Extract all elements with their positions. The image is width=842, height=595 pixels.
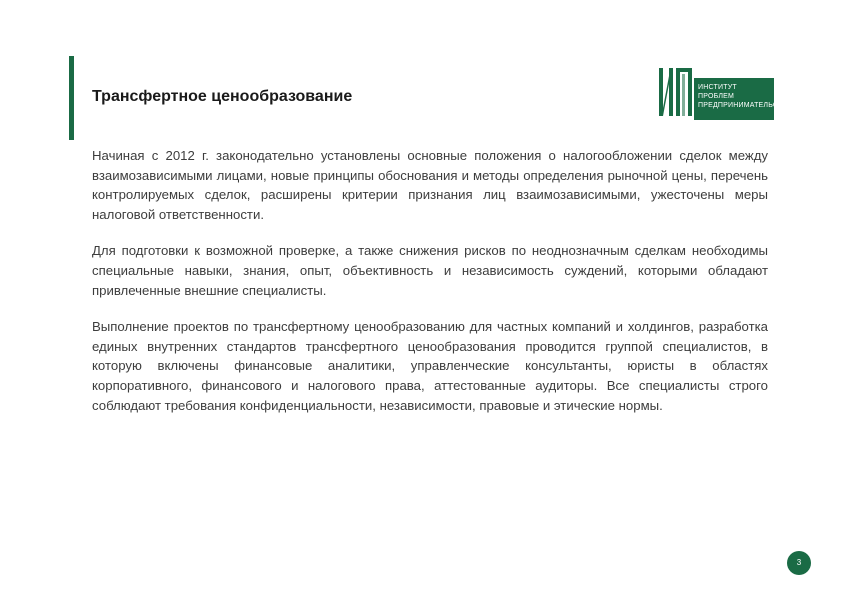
title-accent-bar <box>69 56 74 140</box>
paragraph-legislation: Начиная с 2012 г. законодательно установлены основные положения о налогообложении сделок между взаимозависимыми лицами, новые принципы обоснования и методы определения рыночной цены, перечень контролируемых сделок, расширены критерии признания лиц взаимозависимыми, ужесточены меры налоговой ответственности. <box>92 148 768 222</box>
paragraph-preparation: Для подготовки к возможной проверке, а также снижения рисков по неоднозначным сделкам необходимы специальные навыки, знания, опыт, объективность и независимость суждений, которыми обладают привлеченные внешние специалисты. <box>92 243 768 298</box>
logo-line-1: ИНСТИТУТ <box>698 84 737 91</box>
logo-letters-icon <box>658 64 698 120</box>
logo-line-3: ПРЕДПРИНИМАТЕЛЬСТВА <box>698 102 792 109</box>
logo-plate <box>694 78 792 120</box>
paragraph-projects: Выполнение проектов по трансфертному ценообразованию для частных компаний и холдингов, разработка единых внутренних стандартов трансфертного ценообразования проводится группой специалистов, в которую включены финансовые аналитики, управленческие консультанты, юристы в областях корпоративного, финансового и налогового права, аттестованные аудиторы. Все специалисты строго соблюдают требования конфиденциальности, независимости, правовые и этические нормы. <box>92 319 768 413</box>
page-title: Трансфертное ценообразование <box>92 88 353 105</box>
logo-line-2: ПРОБЛЕМ <box>698 93 735 100</box>
logo <box>658 64 792 120</box>
page-number-badge: 3 <box>787 551 811 575</box>
main-content <box>92 146 768 432</box>
